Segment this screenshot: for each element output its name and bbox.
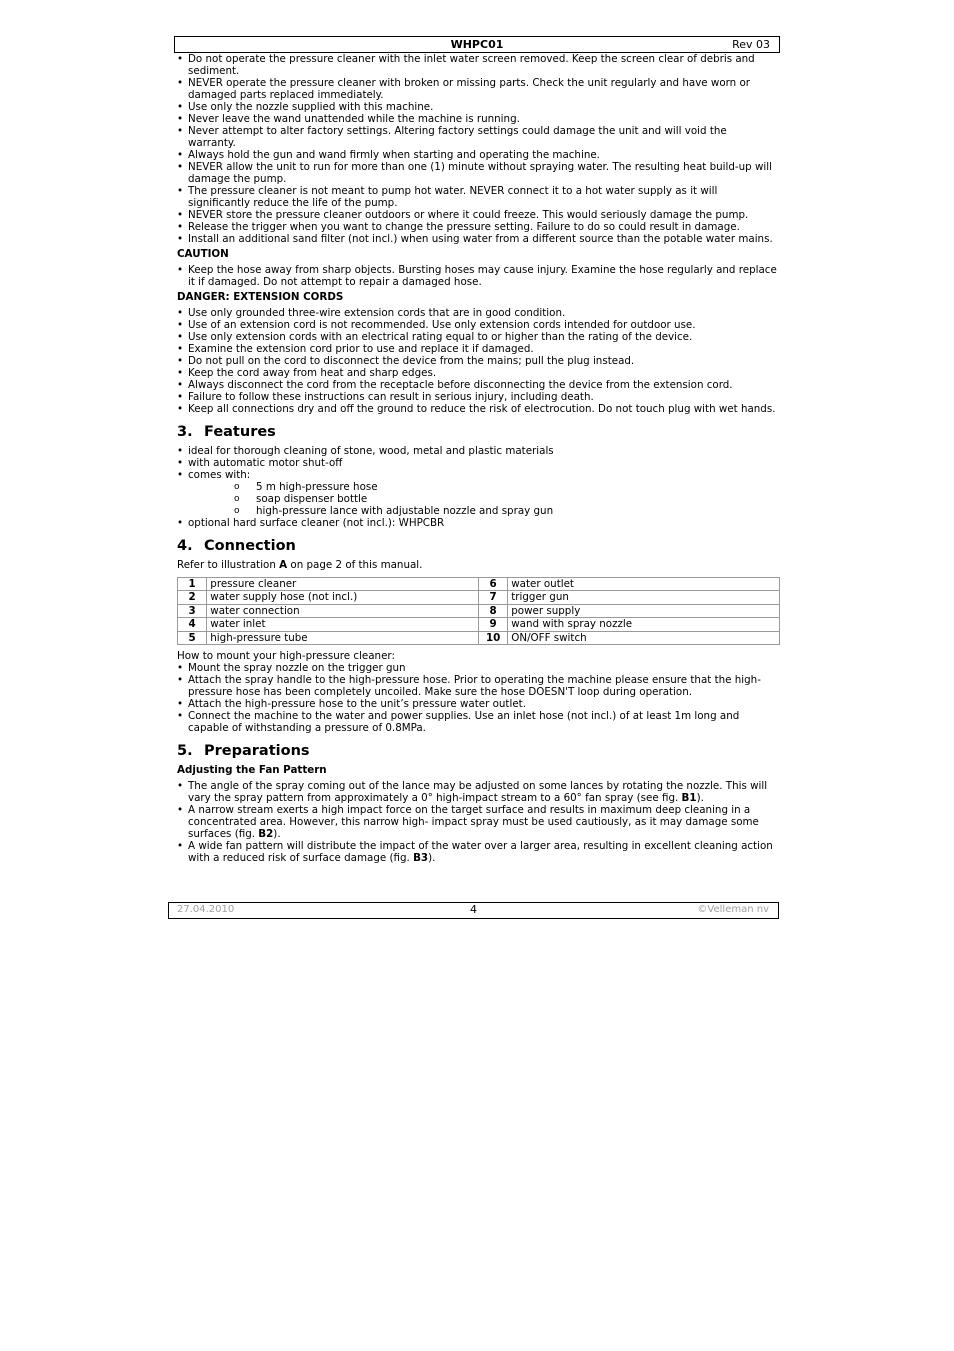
illustration-ref: A	[279, 559, 288, 571]
list-item: • Install an additional sand filter (not incl.) when using water from a different source than the potable water mains.	[177, 233, 777, 245]
part-number: 10	[478, 631, 507, 644]
part-name: wand with spray nozzle	[508, 618, 780, 631]
fan-pattern-list	[177, 780, 777, 864]
table-row	[178, 618, 780, 631]
item-text: A narrow stream exerts a high impact force on the target surface and results in maximum deep cleaning in a concentrated area. However, this narrow high- impact spray must be used cautiously, as it may damage some surfaces (fig.	[188, 804, 759, 841]
features-list-end	[177, 517, 777, 529]
list-item	[177, 840, 777, 864]
list-item: • Release the trigger when you want to change the pressure setting. Failure to do so could result in damage.	[177, 221, 777, 233]
list-item: • NEVER operate the pressure cleaner with broken or missing parts. Check the unit regularly and have worn or damaged parts replaced immediately.	[177, 77, 777, 101]
part-name: ON/OFF switch	[508, 631, 780, 644]
model-number: WHPC01	[450, 38, 504, 51]
list-item: • Use of an extension cord is not recommended. Use only extension cords intended for outdoor use.	[177, 319, 777, 331]
list-item: • optional hard surface cleaner (not incl.): WHPCBR	[177, 517, 777, 529]
danger-heading: DANGER: EXTENSION CORDS	[177, 291, 344, 303]
part-number: 3	[178, 604, 207, 617]
list-item: o 5 m high-pressure hose	[234, 481, 777, 493]
mount-intro: How to mount your high-pressure cleaner:	[177, 650, 395, 663]
item-text: ).	[696, 792, 704, 805]
part-name: water supply hose (not incl.)	[207, 591, 479, 604]
list-item	[177, 804, 777, 840]
page-number: 4	[470, 903, 477, 916]
list-item: o soap dispenser bottle	[234, 493, 777, 505]
intro-text: on page 2 of this manual.	[287, 559, 423, 571]
intro-text: Refer to illustration	[177, 559, 280, 571]
part-number: 4	[178, 618, 207, 631]
list-item: • ideal for thorough cleaning of stone, wood, metal and plastic materials	[177, 445, 777, 457]
figure-ref: B2	[258, 828, 274, 841]
list-item: • Keep the cord away from heat and sharp edges.	[177, 367, 777, 379]
section-title: Connection	[204, 538, 296, 554]
list-item: • Do not pull on the cord to disconnect the device from the mains; pull the plug instead.	[177, 355, 777, 367]
list-item: • NEVER store the pressure cleaner outdoors or where it could freeze. This would seriously damage the pump.	[177, 209, 777, 221]
list-item: • Use only grounded three-wire extension cords that are in good condition.	[177, 307, 777, 319]
part-number: 8	[478, 604, 507, 617]
list-item: o high-pressure lance with adjustable nozzle and spray gun	[234, 505, 777, 517]
section-number: 5.	[177, 743, 193, 760]
caution-list	[177, 264, 777, 288]
item-text: ).	[428, 852, 436, 865]
footer-date: 27.04.2010	[177, 904, 235, 915]
table-row	[178, 631, 780, 644]
item-text: ).	[273, 828, 281, 841]
figure-ref: B1	[681, 792, 697, 805]
part-number: 2	[178, 591, 207, 604]
figure-ref: B3	[413, 852, 429, 865]
part-number: 9	[478, 618, 507, 631]
connection-heading	[177, 538, 777, 555]
list-item: • Keep the hose away from sharp objects. Bursting hoses may cause injury. Examine the hose regularly and replace it if damaged. Do not attempt to repair a damaged hose.	[177, 264, 777, 288]
list-item: • Use only extension cords with an electrical rating equal to or higher than the rating of the device.	[177, 331, 777, 343]
part-name: water inlet	[207, 618, 479, 631]
part-number: 5	[178, 631, 207, 644]
footer-copyright: ©Velleman nv	[697, 904, 769, 915]
part-name: high-pressure tube	[207, 631, 479, 644]
page-footer	[168, 902, 779, 919]
list-item: • Use only the nozzle supplied with this machine.	[177, 101, 777, 113]
list-item: • Do not operate the pressure cleaner with the inlet water screen removed. Keep the screen clear of debris and sediment.	[177, 53, 777, 77]
list-item: • Always disconnect the cord from the receptacle before disconnecting the device from the extension cord.	[177, 379, 777, 391]
section-number: 3.	[177, 424, 193, 440]
list-item: • Attach the spray handle to the high-pressure hose. Prior to operating the machine please ensure that the high-pressure hose has been completely uncoiled. Make sure the hose DOESN'T loop during operation.	[177, 674, 777, 698]
part-name: water connection	[207, 604, 479, 617]
safety-list	[177, 53, 777, 245]
page-content	[177, 53, 777, 864]
part-name: water outlet	[508, 578, 780, 591]
part-number: 7	[478, 591, 507, 604]
caution-heading: CAUTION	[177, 248, 229, 260]
list-item: • NEVER allow the unit to run for more than one (1) minute without spraying water. The resulting heat build-up will damage the pump.	[177, 161, 777, 185]
preparations-heading	[177, 743, 777, 760]
list-item: • Always hold the gun and wand firmly when starting and operating the machine.	[177, 149, 777, 161]
list-item: • Never attempt to alter factory settings. Altering factory settings could damage the unit and will void the warranty.	[177, 125, 777, 149]
list-item: • with automatic motor shut-off	[177, 457, 777, 469]
list-item: • comes with:	[177, 469, 777, 481]
list-item: • The pressure cleaner is not meant to pump hot water. NEVER connect it to a hot water supply as it will significantly reduce the life of the pump.	[177, 185, 777, 209]
part-name: trigger gun	[508, 591, 780, 604]
danger-list	[177, 307, 777, 415]
features-sublist	[177, 481, 777, 517]
connection-intro	[177, 559, 777, 571]
list-item: • Attach the high-pressure hose to the unit’s pressure water outlet.	[177, 698, 777, 710]
part-number: 1	[178, 578, 207, 591]
section-number: 4.	[177, 538, 193, 554]
list-item: • Never leave the wand unattended while the machine is running.	[177, 113, 777, 125]
list-item: • Failure to follow these instructions can result in serious injury, including death.	[177, 391, 777, 403]
item-text: The angle of the spray coming out of the lance may be adjusted on some lances by rotating the nozzle. This will vary the spray pattern from approximately a 0° high-impact stream to a 60° fan spray (see fig.	[188, 780, 768, 805]
fan-pattern-heading: Adjusting the Fan Pattern	[177, 764, 327, 777]
revision-label: Rev 03	[732, 38, 770, 51]
list-item: • Connect the machine to the water and power supplies. Use an inlet hose (not incl.) of at least 1m long and capable of withstanding a pressure of 0.8MPa.	[177, 710, 777, 734]
list-item	[177, 780, 777, 804]
features-heading	[177, 424, 777, 441]
part-name: power supply	[508, 604, 780, 617]
table-row	[178, 578, 780, 591]
list-item: • Examine the extension cord prior to use and replace it if damaged.	[177, 343, 777, 355]
mount-list	[177, 662, 777, 734]
section-title: Features	[204, 424, 276, 440]
features-list	[177, 445, 777, 481]
table-row	[178, 591, 780, 604]
parts-table	[177, 577, 780, 645]
list-item: • Keep all connections dry and off the ground to reduce the risk of electrocution. Do not touch plug with wet hands.	[177, 403, 777, 415]
page-header	[174, 36, 780, 53]
item-text: A wide fan pattern will distribute the impact of the water over a larger area, resulting in excellent cleaning action with a reduced risk of surface damage (fig.	[188, 840, 773, 865]
part-number: 6	[478, 578, 507, 591]
part-name: pressure cleaner	[207, 578, 479, 591]
list-item: • Mount the spray nozzle on the trigger gun	[177, 662, 777, 674]
section-title: Preparations	[204, 743, 310, 760]
table-row	[178, 604, 780, 617]
